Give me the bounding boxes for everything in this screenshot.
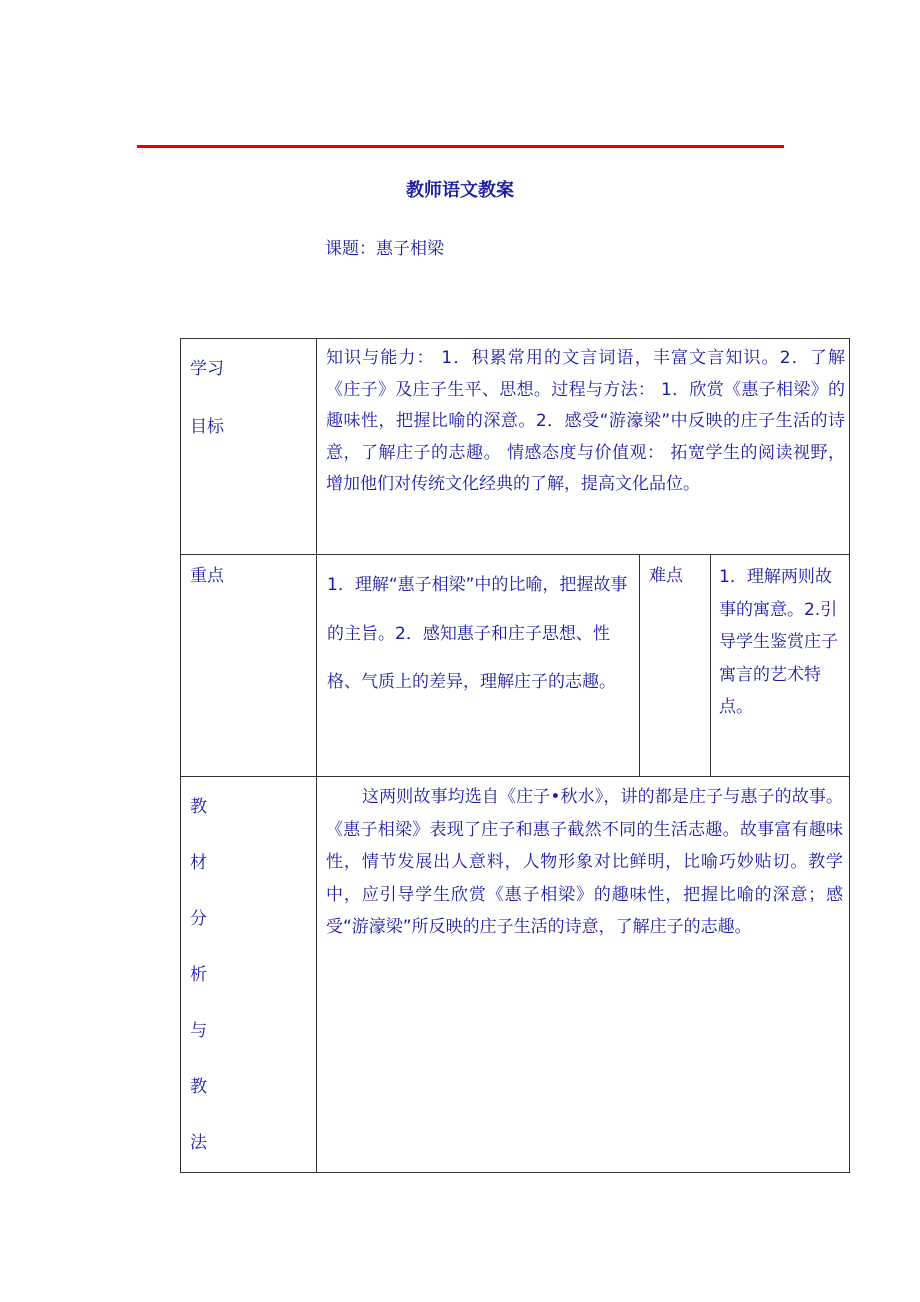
- goals-label-line2: 目标: [190, 417, 224, 437]
- key-difficulty-row: [181, 555, 850, 777]
- goals-content: 知识与能力： 1．积累常用的文言词语，丰富文言知识。2．了解《庄子》及庄子生平、思想。过程与方法： 1．欣赏《惠子相梁》的趣味性，把握比喻的深意。2．感受“游濠梁”中反映的庄子生活的诗意，了解庄子的志趣。 情感态度与价值观： 拓宽学生的阅读视野，增加他们对传统文化经典的了解，提高文化品位。: [317, 339, 850, 555]
- material-label-char: 材: [190, 853, 207, 873]
- material-label-char: 教: [190, 797, 207, 817]
- difficulties-content: 1．理解两则故事的寓意。2.引导学生鉴赏庄子寓言的艺术特点。: [711, 555, 850, 777]
- material-label-char: 析: [190, 965, 207, 985]
- goals-label-line1: 学习: [190, 359, 224, 379]
- key-points-content: 1．理解“惠子相梁”中的比喻，把握故事的主旨。2．感知惠子和庄子思想、性格、气质上的差异，理解庄子的志趣。: [317, 555, 640, 777]
- document-title: 教师语文教案: [406, 180, 514, 201]
- material-label-char: 教: [190, 1077, 207, 1097]
- goals-row: [181, 339, 850, 555]
- material-label-char: 法: [190, 1133, 207, 1153]
- material-label-char: 分: [190, 909, 207, 929]
- header-red-rule: [137, 145, 784, 148]
- lesson-subject: 课题：惠子相梁: [325, 239, 444, 259]
- material-content: 这两则故事均选自《庄子•秋水》，讲的都是庄子与惠子的故事。《惠子相梁》表现了庄子和惠子截然不同的生活志趣。故事富有趣味性，情节发展出人意料，人物形象对比鲜明，比喻巧妙贴切。教学中，应引导学生欣赏《惠子相梁》的趣味性，把握比喻的深意；感受“游濠梁”所反映的庄子生活的诗意，了解庄子的志趣。: [317, 777, 850, 1173]
- goals-label-cell: [181, 339, 317, 555]
- key-points-label: 重点: [181, 555, 317, 777]
- difficulties-label: 难点: [640, 555, 711, 777]
- material-row: [181, 777, 850, 1173]
- lesson-plan-table: [180, 338, 850, 1173]
- material-label-cell: [181, 777, 317, 1173]
- material-label-char: 与: [190, 1021, 207, 1041]
